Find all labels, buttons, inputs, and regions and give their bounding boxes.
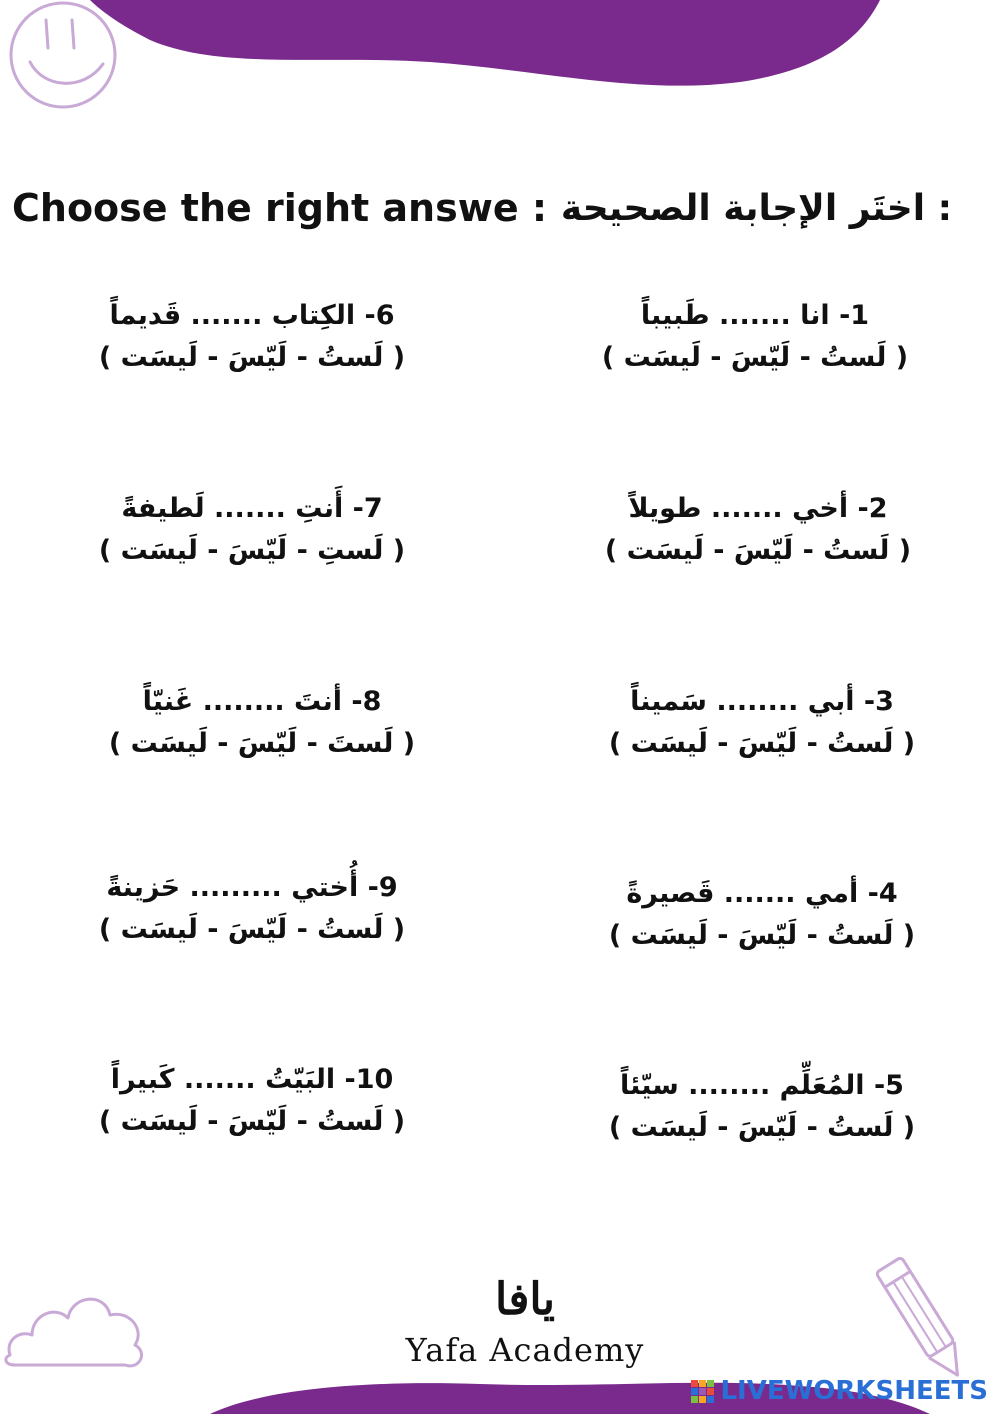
answer-options[interactable]: ( لَستُ - لَيّسَ - لَيسَت ) bbox=[604, 535, 912, 566]
exercise-item-9 bbox=[42, 868, 462, 952]
page-title bbox=[12, 178, 952, 238]
liveworksheets-logo-icon bbox=[691, 1380, 714, 1403]
exercise-item-7 bbox=[42, 489, 462, 573]
exercise-item-10 bbox=[42, 1060, 462, 1144]
watermark-text: LIVEWORKSHEETS bbox=[720, 1376, 988, 1406]
question-text: 3- أبي ........ سَميناً bbox=[630, 686, 894, 717]
exercise-item-5 bbox=[552, 1066, 972, 1150]
answer-options[interactable]: ( لَستُ - لَيّسَ - لَيسَت ) bbox=[608, 1112, 916, 1143]
answer-options[interactable]: ( لَستُ - لَيّسَ - لَيسَت ) bbox=[98, 342, 406, 373]
exercise-item-6 bbox=[42, 296, 462, 380]
question-text: 10- البَيّتُ ....... كَبيراً bbox=[110, 1064, 394, 1095]
answer-options[interactable]: ( لَستُ - لَيّسَ - لَيسَت ) bbox=[601, 342, 909, 373]
answer-options[interactable]: ( لَستِ - لَيّسَ - لَيسَت ) bbox=[98, 535, 406, 566]
smiley-icon bbox=[8, 0, 118, 110]
top-wave-decoration bbox=[0, 0, 1000, 110]
answer-options[interactable]: ( لَستُ - لَيّسَ - لَيسَت ) bbox=[98, 1106, 406, 1137]
answer-options[interactable]: ( لَستُ - لَيّسَ - لَيسَت ) bbox=[98, 914, 406, 945]
question-text: 5- المُعَلِّم ........ سيّئاً bbox=[620, 1070, 904, 1101]
logo-arabic: يافا bbox=[494, 1274, 556, 1325]
logo-english: Yafa Academy bbox=[405, 1331, 645, 1369]
question-text: 7- أَنتِ ....... لَطيفةً bbox=[121, 493, 383, 524]
exercise-item-1 bbox=[545, 296, 965, 380]
exercise-item-2 bbox=[548, 489, 968, 573]
liveworksheets-watermark bbox=[691, 1374, 988, 1408]
exercise-item-4 bbox=[552, 874, 972, 958]
question-text: 2- أخي ....... طويلاً bbox=[628, 493, 888, 524]
question-text: 9- أُختي ......... حَزينةً bbox=[106, 872, 398, 903]
answer-options[interactable]: ( لَستُ - لَيّسَ - لَيسَت ) bbox=[608, 920, 916, 951]
question-text: 4- أمي ....... قَصيرةً bbox=[626, 878, 898, 909]
question-text: 8- أنتَ ........ غَنيّاً bbox=[142, 686, 382, 717]
question-text: 1- انا ....... طَبيباً bbox=[640, 300, 870, 331]
answer-options[interactable]: ( لَستُ - لَيّسَ - لَيسَت ) bbox=[608, 728, 916, 759]
answer-options[interactable]: ( لَستَ - لَيّسَ - لَيسَت ) bbox=[108, 728, 416, 759]
exercise-item-8 bbox=[52, 682, 472, 766]
title-english: Choose the right answe : bbox=[12, 186, 548, 230]
question-text: 6- الكِتاب ....... قَديماً bbox=[109, 300, 395, 331]
title-arabic: : اختَر الإجابة الصحيحة bbox=[560, 187, 952, 229]
exercise-item-3 bbox=[552, 682, 972, 766]
